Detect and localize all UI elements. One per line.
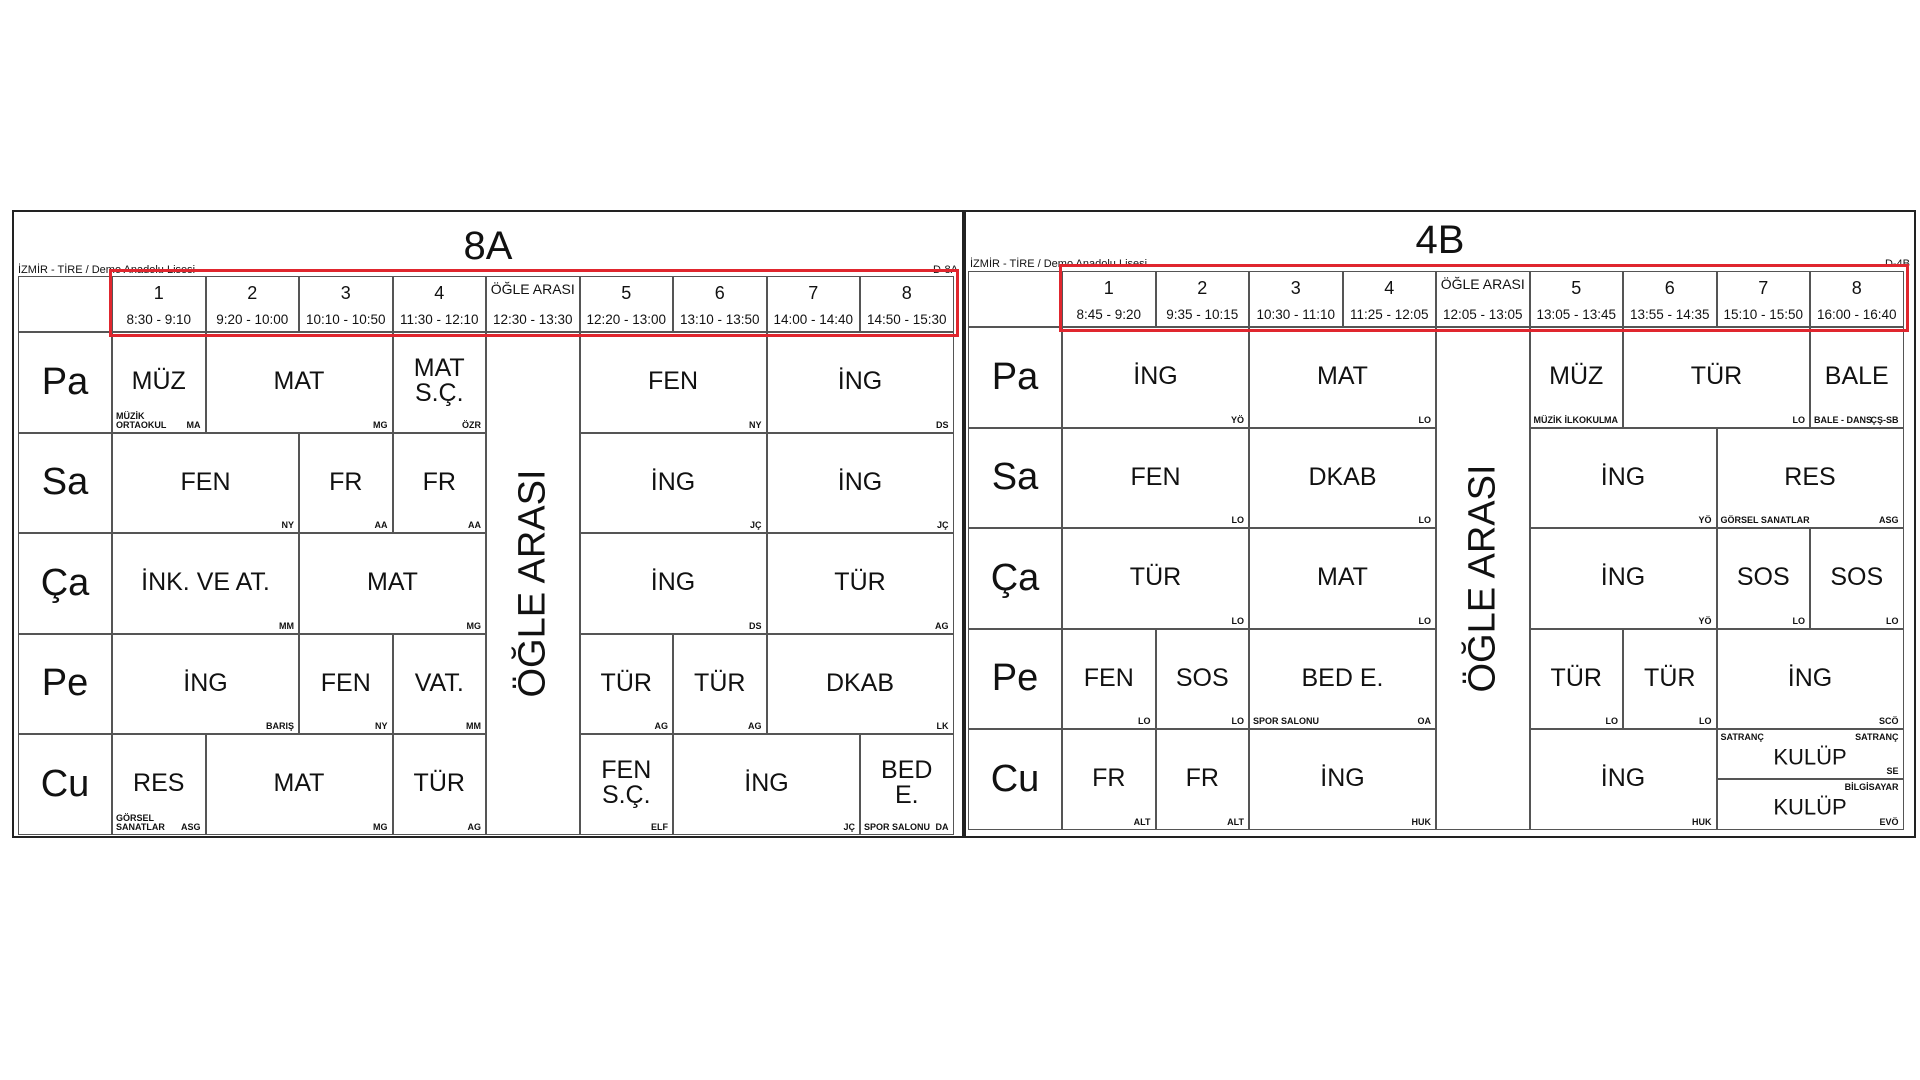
lesson-teacher: LO [1418, 414, 1431, 425]
lesson-teacher: NY [748, 419, 762, 430]
lesson-subject: TÜR [1550, 663, 1602, 692]
lesson-subject: FR [329, 467, 363, 496]
lesson-teacher: MA [1604, 414, 1618, 425]
lesson-teacher: LO [1792, 414, 1805, 425]
lesson-teacher: AG [748, 721, 762, 731]
lesson-cell[interactable] [112, 533, 299, 634]
lesson-teacher: EVÖ [1879, 816, 1899, 827]
period-header [1156, 271, 1250, 327]
lesson-subject: MÜZ [131, 367, 186, 396]
lesson-cell[interactable] [767, 332, 954, 433]
lesson-cell[interactable] [1062, 327, 1249, 428]
lesson-cell[interactable] [206, 332, 393, 433]
lesson-cell[interactable] [112, 433, 299, 534]
lesson-subject: FR [1185, 764, 1219, 793]
lesson-subject: MAT [1317, 563, 1368, 592]
period-header [860, 276, 954, 332]
lesson-cell[interactable] [299, 634, 393, 735]
corner-cell [18, 276, 112, 332]
lesson-teacher: LO [1699, 716, 1712, 726]
period-number: 7 [1758, 278, 1769, 298]
lesson-cell[interactable] [1156, 729, 1250, 830]
period-header [1810, 271, 1904, 327]
lesson-teacher: OA [1417, 716, 1431, 726]
lesson-teacher: SE [1886, 766, 1899, 777]
lesson-subject: İNG [650, 568, 696, 597]
lesson-room-note: SATRANÇ [1720, 732, 1764, 742]
lesson-cell[interactable] [580, 734, 674, 835]
lesson-subject: İNG [744, 769, 789, 798]
lesson-teacher: LO [1231, 615, 1244, 626]
lesson-teacher: MM [279, 620, 294, 631]
lesson-subject: İNG [837, 367, 883, 396]
day-label: Ça [18, 533, 112, 634]
lesson-teacher: LK [936, 721, 949, 731]
lesson-cell[interactable] [1530, 629, 1624, 730]
break-header-label: ÖĞLE ARASI [490, 281, 575, 297]
period-time: 11:30 - 12:10 [399, 312, 479, 327]
lesson-teacher: LO [1792, 615, 1805, 626]
lesson-teacher: LO [1605, 716, 1618, 726]
sheet-code: D-8A [932, 264, 958, 276]
day-label: Sa [968, 428, 1062, 529]
period-time: 16:00 - 16:40 [1816, 307, 1897, 322]
period-number: 1 [1103, 278, 1114, 298]
lesson-cell[interactable] [1062, 528, 1249, 629]
lesson-subject: FR [1092, 764, 1126, 793]
lesson-cell[interactable] [767, 634, 954, 735]
lesson-teacher: DA [935, 821, 949, 832]
lesson-subject: MAT S.Ç. [413, 354, 465, 408]
period-header [1717, 271, 1811, 327]
lesson-room-note: SPOR SALONU [1253, 716, 1320, 726]
lesson-subject: TÜR [694, 668, 746, 697]
lunch-break-column [486, 332, 580, 835]
period-number: 7 [808, 283, 819, 303]
school-name: İZMİR - TİRE / Demo Anadolu Lisesi [970, 258, 1148, 270]
lesson-cell[interactable] [1717, 729, 1904, 779]
lesson-cell[interactable] [580, 332, 767, 433]
lesson-teacher: ÖZR [462, 419, 481, 430]
lesson-teacher: NY [281, 520, 294, 530]
lesson-subject: MAT [367, 568, 418, 597]
period-number: 2 [1197, 278, 1208, 298]
lesson-teacher: YÖ [1698, 515, 1712, 525]
lesson-subject: İNG [1320, 764, 1365, 793]
period-header [393, 276, 487, 332]
lesson-cell[interactable] [112, 734, 206, 835]
lesson-subject: TÜR [1690, 362, 1743, 391]
day-label: Ça [968, 528, 1062, 629]
lesson-cell[interactable] [1623, 327, 1810, 428]
corner-cell [968, 271, 1062, 327]
lesson-cell[interactable] [1810, 528, 1904, 629]
lesson-subject: SOS [1830, 563, 1884, 592]
lesson-subject: RES [1784, 462, 1836, 491]
lesson-subject: BED E. [881, 756, 933, 810]
lesson-teacher: YÖ [1230, 414, 1244, 425]
lesson-subject: İNG [1133, 362, 1178, 391]
lesson-teacher: AG [654, 721, 668, 731]
lesson-teacher: LO [1138, 716, 1151, 726]
lesson-cell[interactable] [1530, 729, 1717, 830]
lesson-subject: İNG [1600, 462, 1646, 491]
lesson-teacher: LO [1418, 615, 1431, 626]
lesson-cell[interactable] [299, 533, 486, 634]
lesson-cell[interactable] [580, 634, 674, 735]
lesson-subject: FR [422, 467, 456, 496]
lesson-subject: FEN [320, 668, 371, 697]
lesson-subject: İNG [1600, 563, 1646, 592]
period-header [1623, 271, 1717, 327]
period-header [299, 276, 393, 332]
lesson-subject: İNG [837, 467, 883, 496]
period-number: 8 [901, 283, 912, 303]
lesson-subject: FEN [648, 367, 698, 396]
lesson-teacher: YÖ [1698, 615, 1712, 626]
lesson-cell[interactable] [206, 734, 393, 835]
lesson-subject: VAT. [414, 668, 464, 697]
lesson-cell[interactable] [393, 634, 487, 735]
lesson-subject: İNG [1787, 663, 1833, 692]
lesson-subject: FEN S.Ç. [601, 756, 652, 810]
lesson-club-tag: BİLGİSAYAR [1844, 782, 1899, 793]
period-time: 15:10 - 15:50 [1723, 307, 1804, 322]
lesson-subject: FEN [180, 467, 231, 496]
period-time: 11:25 - 12:05 [1349, 307, 1429, 322]
period-header [673, 276, 767, 332]
lesson-teacher: MM [466, 721, 481, 731]
lesson-cell[interactable] [112, 332, 206, 433]
lesson-subject: TÜR [413, 769, 465, 798]
class-title: 4B [1415, 218, 1465, 262]
period-time: 10:10 - 10:50 [305, 312, 386, 327]
lesson-teacher: BARIŞ [265, 721, 294, 731]
lunch-break-label: ÖĞLE ARASI [511, 469, 554, 698]
lesson-cell[interactable] [1810, 327, 1904, 428]
lesson-subject: İNK. VE AT. [141, 568, 270, 597]
period-header [486, 276, 580, 332]
day-label: Pa [968, 327, 1062, 428]
period-number: 5 [621, 283, 632, 303]
lesson-cell[interactable] [1623, 629, 1717, 730]
lesson-teacher: MA [186, 419, 201, 430]
lesson-room-note: MÜZİK ORTAOKUL [116, 410, 167, 430]
lesson-teacher: MG [373, 419, 388, 430]
lesson-teacher: ALT [1133, 816, 1151, 827]
lesson-subject: TÜR [1129, 563, 1182, 592]
lesson-room-note: BALE - DANS [1814, 414, 1872, 425]
lesson-cell[interactable] [1249, 528, 1436, 629]
lesson-subject: RES [133, 769, 185, 798]
day-label: Pe [18, 634, 112, 735]
lesson-subject: İNG [650, 467, 696, 496]
lesson-teacher: AG [467, 821, 481, 832]
lesson-cell[interactable] [1530, 428, 1717, 529]
lesson-room-note: GÖRSEL SANATLAR [1720, 515, 1810, 525]
lesson-subject: MÜZ [1549, 362, 1604, 391]
period-time: 14:50 - 15:30 [866, 312, 947, 327]
period-time: 12:20 - 13:00 [586, 312, 667, 327]
period-number: 3 [340, 283, 351, 303]
day-label: Sa [18, 433, 112, 534]
lesson-cell[interactable] [1530, 528, 1717, 629]
period-header [206, 276, 300, 332]
period-time: 12:05 - 13:05 [1442, 307, 1523, 322]
lesson-cell[interactable] [1249, 629, 1436, 730]
lesson-cell[interactable] [673, 634, 767, 735]
sheet-code: D-4B [1884, 258, 1910, 270]
lesson-club-tag: SATRANÇ [1855, 732, 1899, 742]
lesson-cell[interactable] [1156, 629, 1250, 730]
lesson-teacher: LO [1418, 515, 1431, 525]
lesson-cell[interactable] [580, 533, 767, 634]
lesson-cell[interactable] [860, 734, 954, 835]
lesson-subject: BED E. [1301, 663, 1384, 692]
lesson-subject: MAT [273, 367, 325, 396]
lesson-subject: KULÜP [1773, 794, 1847, 820]
lesson-teacher: SCÖ [1878, 716, 1899, 726]
lesson-teacher: MG [466, 620, 481, 631]
lesson-teacher: JÇ [749, 520, 762, 530]
lesson-subject: İNG [183, 668, 228, 697]
lesson-subject: DKAB [1308, 462, 1377, 491]
lesson-teacher: AA [374, 520, 388, 530]
lesson-cell[interactable] [1717, 428, 1904, 529]
lesson-cell[interactable] [1717, 528, 1811, 629]
lesson-teacher: ASG [1878, 515, 1899, 525]
lesson-teacher: AA [468, 520, 481, 530]
period-number: 8 [1851, 278, 1862, 298]
period-header [1062, 271, 1156, 327]
period-time: 10:30 - 11:10 [1256, 307, 1336, 322]
lesson-cell[interactable] [767, 433, 954, 534]
lesson-teacher: HUK [1411, 816, 1431, 827]
period-time: 12:30 - 13:30 [492, 312, 573, 327]
lesson-cell[interactable] [1062, 729, 1156, 830]
lesson-cell[interactable] [580, 433, 767, 534]
period-header [112, 276, 206, 332]
lesson-subject: KULÜP [1773, 744, 1847, 770]
day-label: Cu [968, 729, 1062, 830]
lesson-cell[interactable] [1062, 629, 1156, 730]
day-label: Pa [18, 332, 112, 433]
lesson-room-note: GÖRSEL SANATLAR [116, 812, 165, 832]
lesson-teacher: MG [373, 821, 388, 832]
period-time: 8:30 - 9:10 [126, 312, 192, 327]
lesson-teacher: ALT [1227, 816, 1244, 827]
lesson-subject: SOS [1175, 663, 1229, 692]
lesson-subject: TÜR [834, 568, 886, 597]
period-number: 6 [714, 283, 725, 303]
lesson-cell[interactable] [673, 734, 860, 835]
period-time: 13:10 - 13:50 [679, 312, 760, 327]
lesson-cell[interactable] [1717, 629, 1904, 730]
lesson-teacher: NY [374, 721, 388, 731]
lesson-subject: SOS [1736, 563, 1790, 592]
lesson-cell[interactable] [299, 433, 393, 534]
lesson-cell[interactable] [1249, 327, 1436, 428]
lesson-teacher: LO [1886, 615, 1899, 626]
period-number: 6 [1664, 278, 1675, 298]
period-header [580, 276, 674, 332]
period-number: 4 [1384, 278, 1395, 298]
period-header [1530, 271, 1624, 327]
lesson-teacher: ASG [180, 821, 201, 832]
lesson-subject: MAT [273, 769, 325, 798]
period-header [767, 276, 861, 332]
lesson-teacher: LO [1231, 515, 1244, 525]
school-name: İZMİR - TİRE / Demo Anadolu Lisesi [18, 264, 196, 276]
break-header-label: ÖĞLE ARASI [1440, 276, 1525, 292]
lesson-room-note: SPOR SALONU [864, 821, 931, 832]
lesson-subject: BALE [1824, 362, 1889, 391]
period-time: 9:20 - 10:00 [216, 312, 289, 327]
lesson-teacher: JÇ [843, 821, 855, 832]
period-number: 4 [434, 283, 445, 303]
lesson-teacher: JÇ [936, 520, 949, 530]
lunch-break-column [1436, 327, 1530, 830]
lesson-cell[interactable] [393, 332, 487, 433]
lesson-teacher: AG [935, 620, 949, 631]
lesson-cell[interactable] [1717, 779, 1904, 829]
lesson-cell[interactable] [112, 634, 299, 735]
period-header [1436, 271, 1530, 327]
period-number: 1 [153, 283, 164, 303]
lesson-cell[interactable] [1530, 327, 1624, 428]
lesson-subject: FEN [1083, 663, 1134, 692]
lesson-teacher: ÇŞ-SB [1870, 414, 1899, 425]
lesson-cell[interactable] [393, 734, 487, 835]
lesson-teacher: HUK [1692, 816, 1712, 827]
lesson-teacher: DS [748, 620, 762, 631]
lunch-break-label: ÖĞLE ARASI [1461, 464, 1504, 693]
lesson-subject: TÜR [1644, 663, 1696, 692]
period-time: 13:55 - 14:35 [1629, 307, 1710, 322]
day-label: Cu [18, 734, 112, 835]
lesson-cell[interactable] [393, 433, 487, 534]
lesson-teacher: LO [1231, 716, 1244, 726]
lesson-subject: FEN [1130, 462, 1181, 491]
lesson-subject: MAT [1317, 362, 1368, 391]
lesson-subject: TÜR [600, 668, 652, 697]
period-header [1249, 271, 1343, 327]
lesson-cell[interactable] [767, 533, 954, 634]
period-number: 3 [1290, 278, 1301, 298]
period-number: 2 [247, 283, 258, 303]
lesson-subject: DKAB [825, 668, 895, 697]
period-number: 5 [1571, 278, 1582, 298]
lesson-cell[interactable] [1249, 428, 1436, 529]
period-time: 14:00 - 14:40 [773, 312, 854, 327]
period-header [1343, 271, 1437, 327]
day-label: Pe [968, 629, 1062, 730]
lesson-cell[interactable] [1062, 428, 1249, 529]
lesson-room-note: MÜZİK İLKOKUL [1533, 414, 1605, 425]
lesson-subject: İNG [1600, 764, 1646, 793]
lesson-cell[interactable] [1249, 729, 1436, 830]
period-time: 8:45 - 9:20 [1076, 307, 1142, 322]
lesson-teacher: DS [935, 419, 949, 430]
class-title: 8A [463, 224, 513, 268]
period-time: 13:05 - 13:45 [1536, 307, 1617, 322]
period-time: 9:35 - 10:15 [1166, 307, 1239, 322]
lesson-teacher: ELF [651, 821, 668, 832]
